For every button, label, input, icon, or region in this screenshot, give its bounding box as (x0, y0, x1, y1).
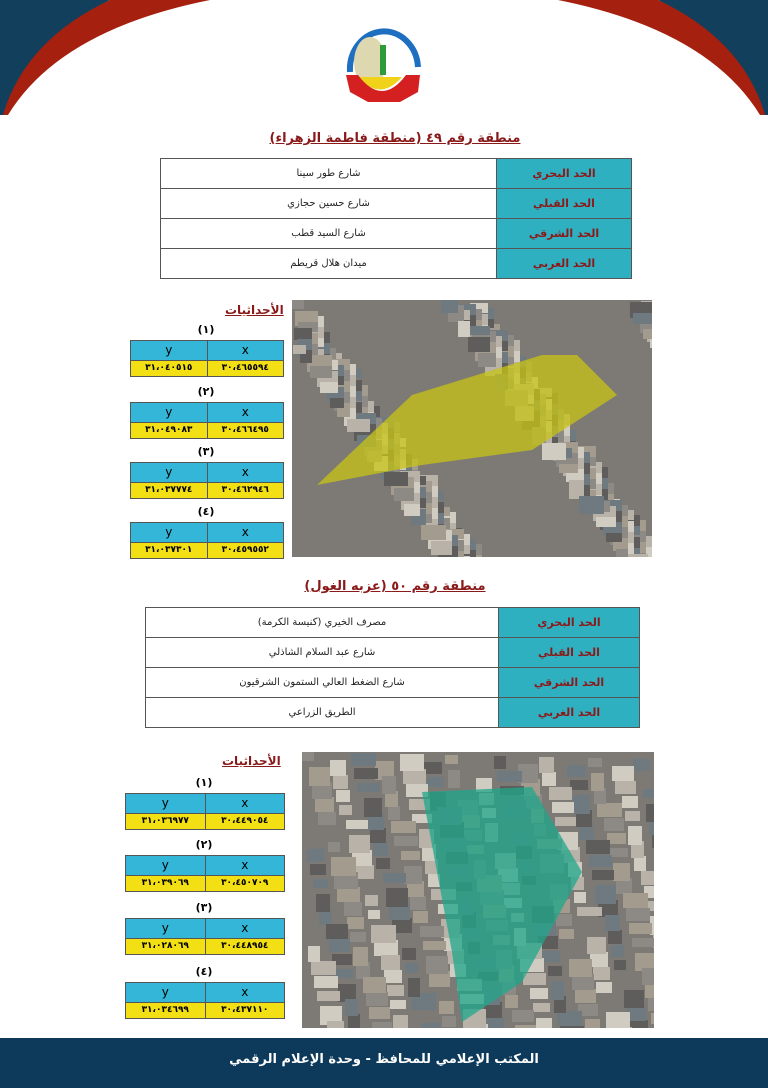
point-number: (٢) (197, 385, 215, 398)
x-label: x (208, 523, 284, 542)
section-title: منطقة رقم ٥٠ (عزبه الغول) (304, 579, 486, 594)
x-value: ٣٠،٤٣٧١١٠ (206, 1002, 285, 1018)
boundary-label: الحد الغربي (499, 698, 640, 728)
boundary-label: الحد الشرقي (497, 219, 632, 249)
y-label: y (126, 856, 206, 875)
x-label: x (206, 856, 285, 875)
point-number: (٤) (195, 965, 213, 978)
boundary-value: مصرف الخيري (كنيسة الكرمة) (146, 608, 499, 638)
section-title: منطقة رقم ٤٩ (منطقة فاطمة الزهراء) (269, 131, 521, 146)
coordinate-box (130, 340, 284, 377)
boundary-value: شارع الضغط العالي الستمون الشرقيون (146, 668, 499, 698)
boundary-value: شارع عبد السلام الشاذلي (146, 638, 499, 668)
boundary-value: شارع السيد قطب (161, 219, 497, 249)
table-row (146, 698, 640, 728)
point-number: (٢) (195, 838, 213, 851)
y-label: y (131, 463, 208, 482)
x-label: x (208, 463, 284, 482)
table-row (161, 189, 632, 219)
table-row (146, 638, 640, 668)
y-label: y (131, 523, 208, 542)
coordinates-heading: الأحداثيات (222, 754, 281, 768)
point-number: (٤) (197, 505, 215, 518)
y-value: ٣١،٠٣٦٩٧٧ (126, 813, 206, 829)
footer: المكتب الإعلامي للمحافظ - وحدة الإعلام الرقمي (0, 1038, 768, 1088)
table-row (161, 159, 632, 189)
boundary-label: الحد الشرقي (499, 668, 640, 698)
coordinates-heading: الأحداثيات (225, 303, 284, 317)
coordinate-box (125, 918, 285, 955)
boundary-value: الطريق الزراعي (146, 698, 499, 728)
boundary-label: الحد البحري (499, 608, 640, 638)
boundary-value: ميدان هلال قريطم (161, 249, 497, 279)
point-number: (٣) (197, 445, 215, 458)
x-value: ٣٠،٤٦٦٤٩٥ (208, 422, 284, 438)
x-value: ٣٠،٤٥٩٥٥٢ (208, 542, 284, 558)
table-row (161, 219, 632, 249)
boundary-label: الحد القبلي (499, 638, 640, 668)
governorate-logo (340, 17, 428, 105)
point-number: (١) (195, 776, 213, 789)
x-label: x (208, 341, 284, 360)
point-number: (١) (197, 323, 215, 336)
x-value: ٣٠،٤٤٨٩٥٤ (206, 938, 285, 954)
x-value: ٣٠،٤٤٩٠٥٤ (206, 813, 285, 829)
table-row (161, 249, 632, 279)
y-value: ٣١،٠٤٩٠٨٣ (131, 422, 208, 438)
boundaries-table (160, 158, 632, 279)
coordinate-box (125, 855, 285, 892)
table-row (146, 608, 640, 638)
y-value: ٣١،٠٤٠٥١٥ (131, 360, 208, 376)
boundary-value: شارع حسين حجازي (161, 189, 497, 219)
y-label: y (126, 919, 206, 938)
boundary-label: الحد القبلي (497, 189, 632, 219)
satellite-map (292, 300, 652, 557)
x-label: x (206, 919, 285, 938)
y-label: y (131, 341, 208, 360)
y-value: ٣١،٠٣٧٧٧٤ (131, 482, 208, 498)
y-label: y (126, 983, 206, 1002)
x-label: x (206, 983, 285, 1002)
y-label: y (131, 403, 208, 422)
x-value: ٣٠،٤٦٢٩٤٦ (208, 482, 284, 498)
coordinate-box (130, 462, 284, 499)
x-value: ٣٠،٤٦٥٥٩٤ (208, 360, 284, 376)
y-value: ٣١،٠٣٧٣٠١ (131, 542, 208, 558)
y-value: ٣١،٠٣٩٠٦٩ (126, 875, 206, 891)
satellite-map (302, 752, 654, 1028)
y-label: y (126, 794, 206, 813)
x-label: x (208, 403, 284, 422)
point-number: (٣) (195, 901, 213, 914)
x-value: ٣٠،٤٥٠٧٠٩ (206, 875, 285, 891)
coordinate-box (130, 522, 284, 559)
coordinate-box (130, 402, 284, 439)
coordinate-box (125, 982, 285, 1019)
y-value: ٣١،٠٣٤٦٩٩ (126, 1002, 206, 1018)
boundary-value: شارع طور سينا (161, 159, 497, 189)
coordinate-box (125, 793, 285, 830)
y-value: ٣١،٠٢٨٠٦٩ (126, 938, 206, 954)
boundaries-table (145, 607, 640, 728)
x-label: x (206, 794, 285, 813)
boundary-label: الحد الغربي (497, 249, 632, 279)
table-row (146, 668, 640, 698)
boundary-label: الحد البحري (497, 159, 632, 189)
